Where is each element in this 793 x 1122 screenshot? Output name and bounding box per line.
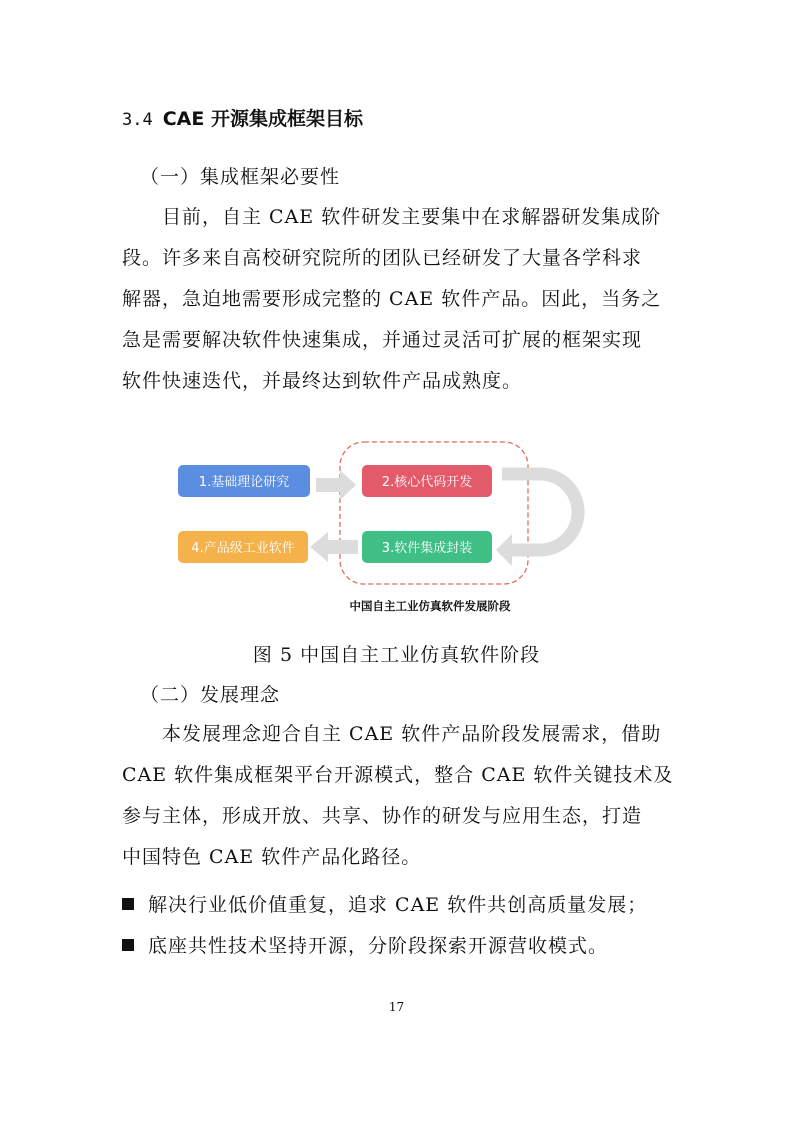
paragraph-2 xyxy=(122,714,674,878)
stage-box-label: 3.软件集成封装 xyxy=(381,541,473,556)
paragraph-1-line: 软件快速迭代，并最终达到软件产品成熟度。 xyxy=(122,370,523,392)
stage-box-1 xyxy=(178,465,310,497)
paragraph-2-line: 本发展理念迎合自主 CAE 软件产品阶段发展需求，借助 xyxy=(162,723,662,745)
paragraph-2-line: 参与主体，形成开放、共享、协作的研发与应用生态，打造 xyxy=(122,805,643,827)
figure-caption: 图 5 中国自主工业仿真软件阶段 xyxy=(252,644,541,666)
square-bullet-icon xyxy=(122,898,134,910)
paragraph-1-line: 段。许多来自高校研究院所的团队已经研发了大量各学科求 xyxy=(122,247,643,269)
subsection-title-2: （二）发展理念 xyxy=(140,684,281,706)
section-number: 3.4 xyxy=(122,110,153,130)
bullet-item: 底座共性技术坚持开源，分阶段探索开源营收模式。 xyxy=(122,931,608,958)
section-heading xyxy=(122,104,363,131)
stage-box-3 xyxy=(362,531,492,563)
bullet-item: 解决行业低价值重复，追求 CAE 软件共创高质量发展； xyxy=(122,890,647,917)
stage-box-label: 1.基础理论研究 xyxy=(198,475,290,490)
paragraph-1-line: 解器，急迫地需要形成完整的 CAE 软件产品。因此，当务之 xyxy=(122,288,662,310)
diagram-title: 中国自主工业仿真软件发展阶段 xyxy=(349,599,511,613)
subsection-title-1: （一）集成框架必要性 xyxy=(140,166,341,188)
square-bullet-icon xyxy=(122,939,134,951)
paragraph-1-line: 急是需要解决软件快速集成，并通过灵活可扩展的框架实现 xyxy=(122,329,643,351)
stage-box-label: 2.核心代码开发 xyxy=(381,475,473,490)
paragraph-2-line: 中国特色 CAE 软件产品化路径。 xyxy=(122,846,422,868)
section-title: CAE 开源集成框架目标 xyxy=(162,108,363,130)
paragraph-2-line: CAE 软件集成框架平台开源模式，整合 CAE 软件关键技术及 xyxy=(122,764,674,786)
paragraph-1 xyxy=(122,197,674,402)
development-stage-diagram xyxy=(160,436,620,622)
loop-arrow-head-icon xyxy=(496,534,512,566)
stage-box-2 xyxy=(362,465,492,497)
stage-box-4 xyxy=(178,531,308,563)
arrow-left-icon xyxy=(310,532,358,562)
stage-box-label: 4.产品级工业软件 xyxy=(191,541,295,556)
arrow-right-icon xyxy=(316,470,356,500)
paragraph-1-line: 目前，自主 CAE 软件研发主要集中在求解器研发集成阶 xyxy=(162,206,662,228)
loop-arrow-icon xyxy=(502,474,578,550)
page-number: 17 xyxy=(388,1000,405,1014)
